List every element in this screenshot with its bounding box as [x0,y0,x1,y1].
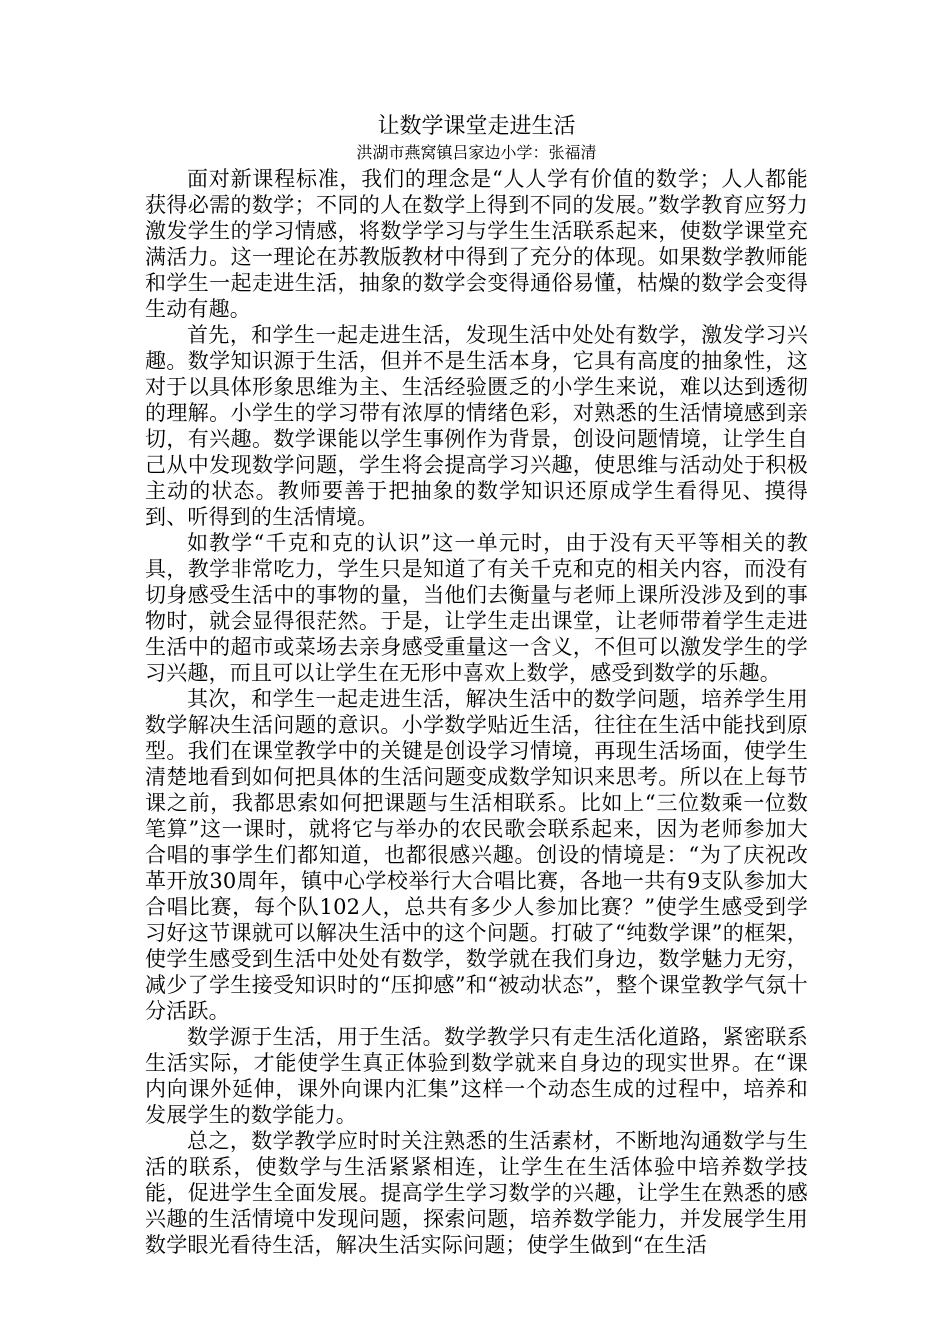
paragraph-example-weight: 如教学“千克和克的认识”这一单元时，由于没有天平等相关的教具，教学非常吃力，学生只是知道了有关千克和克的相关内容，而没有切身感受生活中的事物的量，当他们去衡量与老师上课所没涉及到的事物时，就会显得很茫然。于是，让学生走出课堂，让老师带着学生走进生活中的超市或菜场去亲身感受重量这一含义，不但可以激发学生的学习兴趣，而且可以让学生在无形中喜欢上数学，感受到数学的乐趣。 [145,531,808,685]
document-page [145,112,808,1258]
paragraph-math-from-life: 数学源于生活，用于生活。数学教学只有走生活化道路，紧密联系生活实际，才能使学生真正体验到数学就来自身边的现实世界。在“课内向课外延伸，课外向课内汇集”这样一个动态生成的过程中，培养和发展学生的数学能力。 [145,1025,808,1127]
author-byline: 洪湖市燕窝镇吕家边小学：张福清 [356,143,597,162]
document-title: 让数学课堂走进生活 [377,114,576,139]
paragraph-second-point: 其次，和学生一起走进生活，解决生活中的数学问题，培养学生用数学解决生活问题的意识。小学数学贴近生活，往往在生活中能找到原型。我们在课堂教学中的关键是创设学习情境，再现生活场面，使学生清楚地看到如何把具体的生活问题变成数学知识来思考。所以在上每节课之前，我都思索如何把课题与生活相联系。比如上“三位数乘一位数笔算”这一课时，就将它与举办的农民歌会联系起来，因为老师参加大合唱的事学生们都知道，也都很感兴趣。创设的情境是：“为了庆祝改革开放30周年，镇中心学校举行大合唱比赛，各地一共有9支队参加大合唱比赛，每个队102人，总共有多少人参加比赛？”使学生感受到学习好这节课就可以解决生活中的这个问题。打破了“纯数学课”的框架，使学生感受到生活中处处有数学，数学就在我们身边，数学魅力无穷，减少了学生接受知识时的“压抑感”和“被动状态”，整个课堂教学气氛十分活跃。 [145,687,808,1023]
paragraph-intro: 面对新课程标准，我们的理念是“人人学有价值的数学；人人都能获得必需的数学；不同的人在数学上得到不同的发展。”数学教育应努力激发学生的学习情感，将数学学习与学生生活联系起来，使数学课堂充满活力。这一理论在苏教版教材中得到了充分的体现。如果数学教师能和学生一起走进生活，抽象的数学会变得通俗易懂，枯燥的数学会变得生动有趣。 [145,167,808,321]
paragraph-first-point: 首先，和学生一起走进生活，发现生活中处处有数学，激发学习兴趣。数学知识源于生活，但并不是生活本身，它具有高度的抽象性，这对于以具体形象思维为主、生活经验匮乏的小学生来说，难以达到透彻的理解。小学生的学习带有浓厚的情绪色彩，对熟悉的生活情境感到亲切，有兴趣。数学课能以学生事例作为背景，创设问题情境，让学生自己从中发现数学问题，学生将会提高学习兴趣，使思维与活动处于积极主动的状态。教师要善于把抽象的数学知识还原成学生看得见、摸得到、听得到的生活情境。 [145,323,808,529]
paragraph-conclusion: 总之，数学教学应时时关注熟悉的生活素材，不断地沟通数学与生活的联系，使数学与生活紧紧相连，让学生在生活体验中培养数学技能，促进学生全面发展。提高学生学习数学的兴趣，让学生在熟悉的感兴趣的生活情境中发现问题，探索问题，培养数学能力，并发展学生用数学眼光看待生活，解决生活实际问题；使学生做到“在生活 [145,1129,808,1257]
